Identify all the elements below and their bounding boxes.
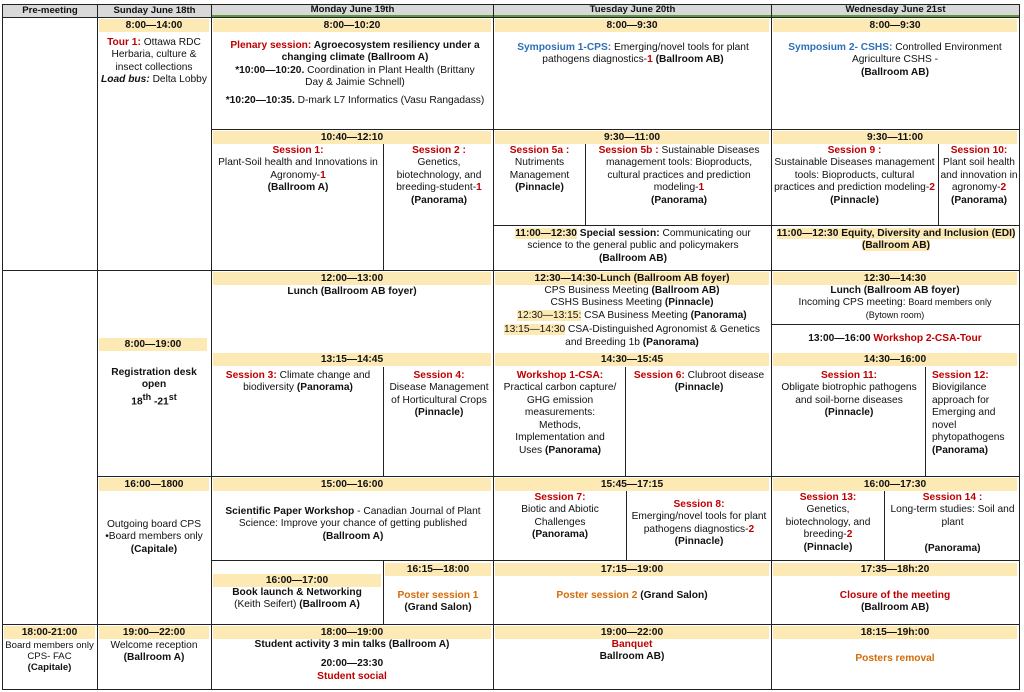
- session-6-label: Session 6:: [633, 370, 685, 381]
- session-9-number: 2: [929, 182, 935, 194]
- plenary-session: [225, 40, 485, 107]
- tuesday-time-workshop1: 14:30—15:45: [495, 353, 769, 366]
- session-10-number: 2: [1000, 182, 1007, 194]
- session-2-text: Genetics, biotechnology, and breeding-student-: [396, 157, 482, 194]
- poster-session-1-room: (Grand Salon): [404, 602, 472, 614]
- header-premeeting: Pre-meeting: [3, 5, 97, 17]
- session-9-room: (Pinnacle): [830, 194, 879, 206]
- special-session-text: Communicating our science to the general public and policymakers: [527, 228, 751, 252]
- session-14-text: Long-term studies: Soil and plant: [890, 504, 1015, 528]
- session-13-text: Genetics, biotechnology, and breeding-: [785, 504, 871, 541]
- wednesday-time-posters-removal: 18:15—19h:00: [773, 626, 1017, 639]
- symposium-1-label: Symposium 1-CPS:: [517, 42, 612, 53]
- premeeting-board: [4, 640, 95, 673]
- welcome-reception: [101, 640, 207, 665]
- session-14-room: (Panorama): [924, 543, 981, 555]
- monday-time-poster1: 16:15—18:00: [385, 563, 491, 576]
- workshop-2-time: 13:00—16:00: [808, 333, 871, 344]
- scientific-paper-workshop: [218, 506, 488, 543]
- tuesday-lunch: 12:30—14:30-Lunch (Ballroom AB foyer): [495, 272, 769, 285]
- session-3: [214, 370, 382, 395]
- session-5b-number: 1: [698, 182, 705, 194]
- board-room: (Capitale): [130, 543, 178, 555]
- session-2: [386, 145, 492, 207]
- tuesday-time-session5: 9:30—11:00: [495, 131, 769, 144]
- sunday-time-welcome: 19:00—22:00: [99, 626, 209, 639]
- welcome-room: (Ballroom A): [123, 652, 185, 664]
- monday-time-workshop: 15:00—16:00: [213, 478, 491, 491]
- monday-time-lunch: 12:00—13:00: [213, 272, 491, 285]
- session-7-room: (Panorama): [531, 529, 589, 541]
- registration-day-start-suffix: th: [142, 391, 152, 402]
- book-launch-label: Book launch & Networking: [232, 587, 362, 598]
- session-13-room: (Pinnacle): [803, 541, 853, 553]
- coordination-text: Coordination in Plant Health (Brittany Day & Jaimie Schnell): [305, 64, 475, 89]
- session-11-label: Session 11:: [820, 370, 878, 381]
- plenary-label: Plenary session:: [230, 40, 312, 51]
- session-4-label: Session 4:: [413, 370, 465, 381]
- monday-lunch: Lunch (Ballroom AB foyer): [287, 286, 417, 297]
- registration-text: Registration desk open: [111, 367, 197, 391]
- poster-session-1-label: Poster session 1: [397, 590, 479, 601]
- session-12: [932, 370, 1018, 457]
- csa-distinguished-text: CSA-Distinguished Agronomist & Genetics and Breeding 1b: [565, 324, 760, 348]
- cps-business-meeting: CPS Business Meeting: [544, 285, 649, 296]
- session-11-text: Obligate biotrophic pathogens and soil-borne diseases: [781, 382, 917, 406]
- session-5a: [495, 145, 584, 195]
- incoming-cps-room: (Bytown room): [865, 309, 925, 320]
- banquet: [495, 639, 769, 664]
- sunday-tour: [101, 37, 207, 87]
- session-7-label: Session 7:: [534, 492, 586, 503]
- wednesday-lunch-label: Lunch (Ballroom AB foyer): [830, 285, 960, 296]
- session-5b-text: Sustainable Diseases management tools: Bioproducts, cultural practices and prediction modeling-: [605, 145, 760, 194]
- tuesday-time-session7: 15:45—17:15: [495, 478, 769, 491]
- session-12-text: Biovigilance approach for Emerging and novel phytopathogens: [932, 382, 1005, 444]
- monday-time-student-social: 20:00—23:30: [320, 658, 384, 669]
- dmark-time: *10:20—10:35.: [225, 94, 295, 106]
- spw-text: - Canadian Journal of Plant Science: Improve your chance of getting published: [238, 506, 481, 530]
- session-3-text: Climate change and biodiversity: [243, 370, 371, 394]
- session-12-room: (Panorama): [932, 444, 989, 456]
- session-1-text: Plant-Soil health and Innovations in Agronomy-: [218, 157, 378, 181]
- session-6-room: (Pinnacle): [674, 382, 724, 394]
- workshop-2-label: Workshop 2-CSA-Tour: [873, 333, 982, 344]
- session-2-number: 1: [476, 182, 482, 194]
- poster-session-1: [385, 590, 491, 615]
- symposium-1: [500, 42, 766, 67]
- edi-session: [775, 228, 1017, 253]
- outgoing-board: [101, 519, 207, 556]
- business-meetings: [495, 285, 769, 349]
- workshop-1-text: Practical carbon capture/ GHG emission measurements: Methods, Implementation and Uses: [503, 382, 617, 456]
- posters-removal: Posters removal: [855, 653, 935, 664]
- session-10-room: (Panorama): [950, 194, 1008, 206]
- edi-text: 11:00—12:30 Equity, Diversity and Inclusion (EDI) (Ballroom AB): [776, 228, 1016, 252]
- session-10-text: Plant soil health and innovation in agronomy-: [940, 157, 1018, 194]
- special-session-room: (Ballroom AB): [598, 252, 668, 264]
- closure-label: Closure of the meeting: [839, 590, 951, 601]
- session-14: [887, 492, 1018, 556]
- csa-distinguished-time: 13:15—14:30: [504, 324, 566, 336]
- session-6-text: Clubroot disease: [687, 370, 765, 381]
- header-monday: Monday June 19th: [212, 5, 493, 15]
- special-session-time: 11:00—12:30: [515, 228, 577, 239]
- registration-day-end-suffix: st: [168, 391, 177, 402]
- coordination-time: *10:00—10:20.: [235, 64, 305, 76]
- header-wednesday: Wednesday June 21st: [772, 5, 1019, 15]
- session-7: [497, 492, 623, 542]
- session-5a-room: (Pinnacle): [515, 182, 564, 194]
- session-5b-room: (Panorama): [650, 194, 708, 206]
- tuesday-time-symposium1: 8:00—9:30: [495, 19, 769, 32]
- session-11-room: (Pinnacle): [824, 407, 874, 419]
- book-launch: [213, 587, 381, 612]
- session-8-room: (Pinnacle): [674, 536, 724, 548]
- cshs-business-meeting: CSHS Business Meeting: [550, 297, 662, 309]
- monday-time-session1: 10:40—12:10: [213, 131, 491, 144]
- cshs-business-meeting-room: (Pinnacle): [664, 297, 714, 309]
- workshop-1-room: (Panorama): [545, 444, 602, 456]
- session-7-text: Biotic and Abiotic Challenges: [521, 504, 599, 528]
- special-session: [497, 228, 769, 265]
- session-8-label: Session 8:: [673, 499, 725, 510]
- banquet-label: Banquet: [611, 639, 653, 650]
- closure-room: (Ballroom AB): [860, 602, 930, 614]
- workshop-1-label: Workshop 1-CSA:: [516, 370, 604, 381]
- plenary-title: Agroecosystem resiliency under a changing climate (Ballroom A): [281, 40, 480, 64]
- session-4-room: (Pinnacle): [414, 407, 464, 419]
- wednesday-lunch: [773, 285, 1017, 321]
- wednesday-time-lunch: 12:30—14:30: [773, 272, 1017, 285]
- monday-time-book-launch: 16:00—17:00: [213, 574, 381, 587]
- incoming-cps-meeting: Incoming CPS meeting:: [798, 297, 906, 309]
- poster-session-2-label: Poster session 2: [556, 590, 638, 601]
- tuesday-time-banquet: 19:00—22:00: [495, 626, 769, 639]
- session-14-label: Session 14 :: [922, 492, 983, 503]
- csa-business-meeting-time: 12:30—13:15:: [517, 309, 582, 321]
- premeeting-org: CPS- FAC: [27, 651, 72, 663]
- session-3-label: Session 3:: [225, 370, 277, 381]
- wednesday-time-session9: 9:30—11:00: [773, 131, 1017, 144]
- session-12-label: Session 12:: [932, 370, 989, 381]
- session-4: [386, 370, 492, 420]
- csa-distinguished-room: (Panorama): [642, 336, 699, 348]
- closure: [773, 590, 1017, 615]
- session-13-label: Session 13:: [799, 492, 857, 503]
- session-1-room: (Ballroom A): [267, 182, 329, 194]
- session-13-number: 2: [846, 529, 853, 541]
- csa-business-meeting: CSA Business Meeting: [584, 309, 688, 321]
- workshop-2: [773, 333, 1017, 345]
- student-social: Student social: [317, 671, 387, 682]
- symposium-1-room: (Ballroom AB): [655, 54, 724, 66]
- symposium-2: [776, 42, 1014, 79]
- session-11: [776, 370, 922, 420]
- welcome-text: Welcome reception: [110, 640, 198, 651]
- sunday-time-tour: 8:00—14:00: [99, 19, 209, 32]
- special-session-label: Special session:: [579, 228, 660, 239]
- book-launch-text: (Keith Seifert): [234, 599, 297, 611]
- monday-time-plenary: 8:00—10:20: [213, 19, 491, 32]
- session-10: [940, 145, 1018, 207]
- session-3-room: (Panorama): [296, 382, 353, 394]
- tuesday-time-poster2: 17:15—19:00: [495, 563, 769, 576]
- board-members-note: •Board members only: [105, 531, 203, 543]
- session-5a-text: Nutriments Management: [509, 157, 570, 181]
- session-8-text: Emerging/novel tools for plant pathogens diagnostics-: [631, 511, 767, 535]
- session-4-text: Disease Management of Horticultural Crops: [389, 382, 489, 406]
- student-activity: Student activity 3 min talks (Ballroom A): [254, 639, 450, 650]
- session-10-label: Session 10:: [950, 145, 1008, 156]
- tour-text: Ottawa RDC Herbaria, culture & insect collections: [111, 37, 201, 73]
- load-bus-text: Delta Lobby: [152, 74, 207, 86]
- sunday-time-registration: 8:00—19:00: [99, 338, 207, 351]
- session-5b: [589, 145, 769, 207]
- banquet-room: Ballroom AB): [599, 651, 665, 663]
- session-8: [629, 499, 769, 549]
- wednesday-time-closure: 17:35—18h:20: [773, 563, 1017, 576]
- incoming-cps-note: Board members only: [908, 297, 992, 308]
- session-9: [773, 145, 936, 207]
- session-2-room: (Panorama): [410, 194, 468, 206]
- cps-business-meeting-room: (Ballroom AB): [651, 285, 720, 296]
- premeeting-text: Board members only: [5, 640, 94, 651]
- dmark-text: D-mark L7 Informatics (Vasu Rangadass): [297, 94, 485, 106]
- csa-business-meeting-room: (Panorama): [690, 309, 747, 321]
- poster-session-2: [495, 590, 769, 602]
- poster-session-2-room: (Grand Salon): [640, 590, 708, 601]
- tour-label: Tour 1:: [107, 37, 141, 48]
- spw-label: Scientific Paper Workshop: [225, 506, 355, 517]
- wednesday-time-symposium2: 8:00—9:30: [773, 19, 1017, 32]
- premeeting-time: 18:00-21:00: [4, 626, 95, 639]
- session-2-label: Session 2 :: [412, 145, 466, 156]
- session-1: [214, 145, 382, 195]
- symposium-1-number: 1: [647, 54, 653, 66]
- session-5a-label: Session 5a :: [509, 145, 570, 156]
- session-5b-label: Session 5b :: [598, 145, 659, 156]
- spw-room: (Ballroom A): [322, 530, 384, 542]
- symposium-2-room: (Ballroom AB): [860, 66, 930, 78]
- session-13: [773, 492, 883, 554]
- monday-time-session3: 13:15—14:45: [213, 353, 491, 366]
- load-bus-label: Load bus:: [101, 74, 150, 86]
- registration-day-start: 18: [131, 396, 143, 408]
- header-tuesday: Tuesday June 20th: [494, 5, 771, 15]
- session-1-label: Session 1:: [272, 145, 324, 156]
- symposium-2-text: Controlled Environment Agriculture CSHS -: [851, 42, 1002, 66]
- registration-desk: [99, 367, 209, 409]
- workshop-1: [503, 370, 617, 457]
- session-6: [630, 370, 768, 395]
- registration-day-end: -21: [151, 396, 169, 408]
- session-8-number: 2: [748, 523, 755, 535]
- session-9-label: Session 9 :: [827, 145, 882, 156]
- symposium-1-text: Emerging/novel tools for plant pathogens diagnostics-: [542, 42, 749, 66]
- monday-time-student-activity: 18:00—19:00: [213, 626, 491, 639]
- book-launch-room: (Ballroom A): [299, 599, 360, 611]
- session-1-number: 1: [320, 169, 326, 181]
- board-text: Outgoing board CPS: [106, 519, 201, 530]
- wednesday-time-session13: 16:00—17:30: [773, 478, 1017, 491]
- sunday-time-board: 16:00—1800: [99, 478, 209, 491]
- header-sunday: Sunday June 18th: [98, 5, 211, 17]
- premeeting-room: (Capitale): [27, 662, 72, 674]
- symposium-2-label: Symposium 2- CSHS:: [788, 42, 893, 53]
- wednesday-time-session11: 14:30—16:00: [773, 353, 1017, 366]
- session-9-text: Sustainable Diseases management tools: Bioproducts, cultural practices and prediction modeling-: [774, 157, 935, 194]
